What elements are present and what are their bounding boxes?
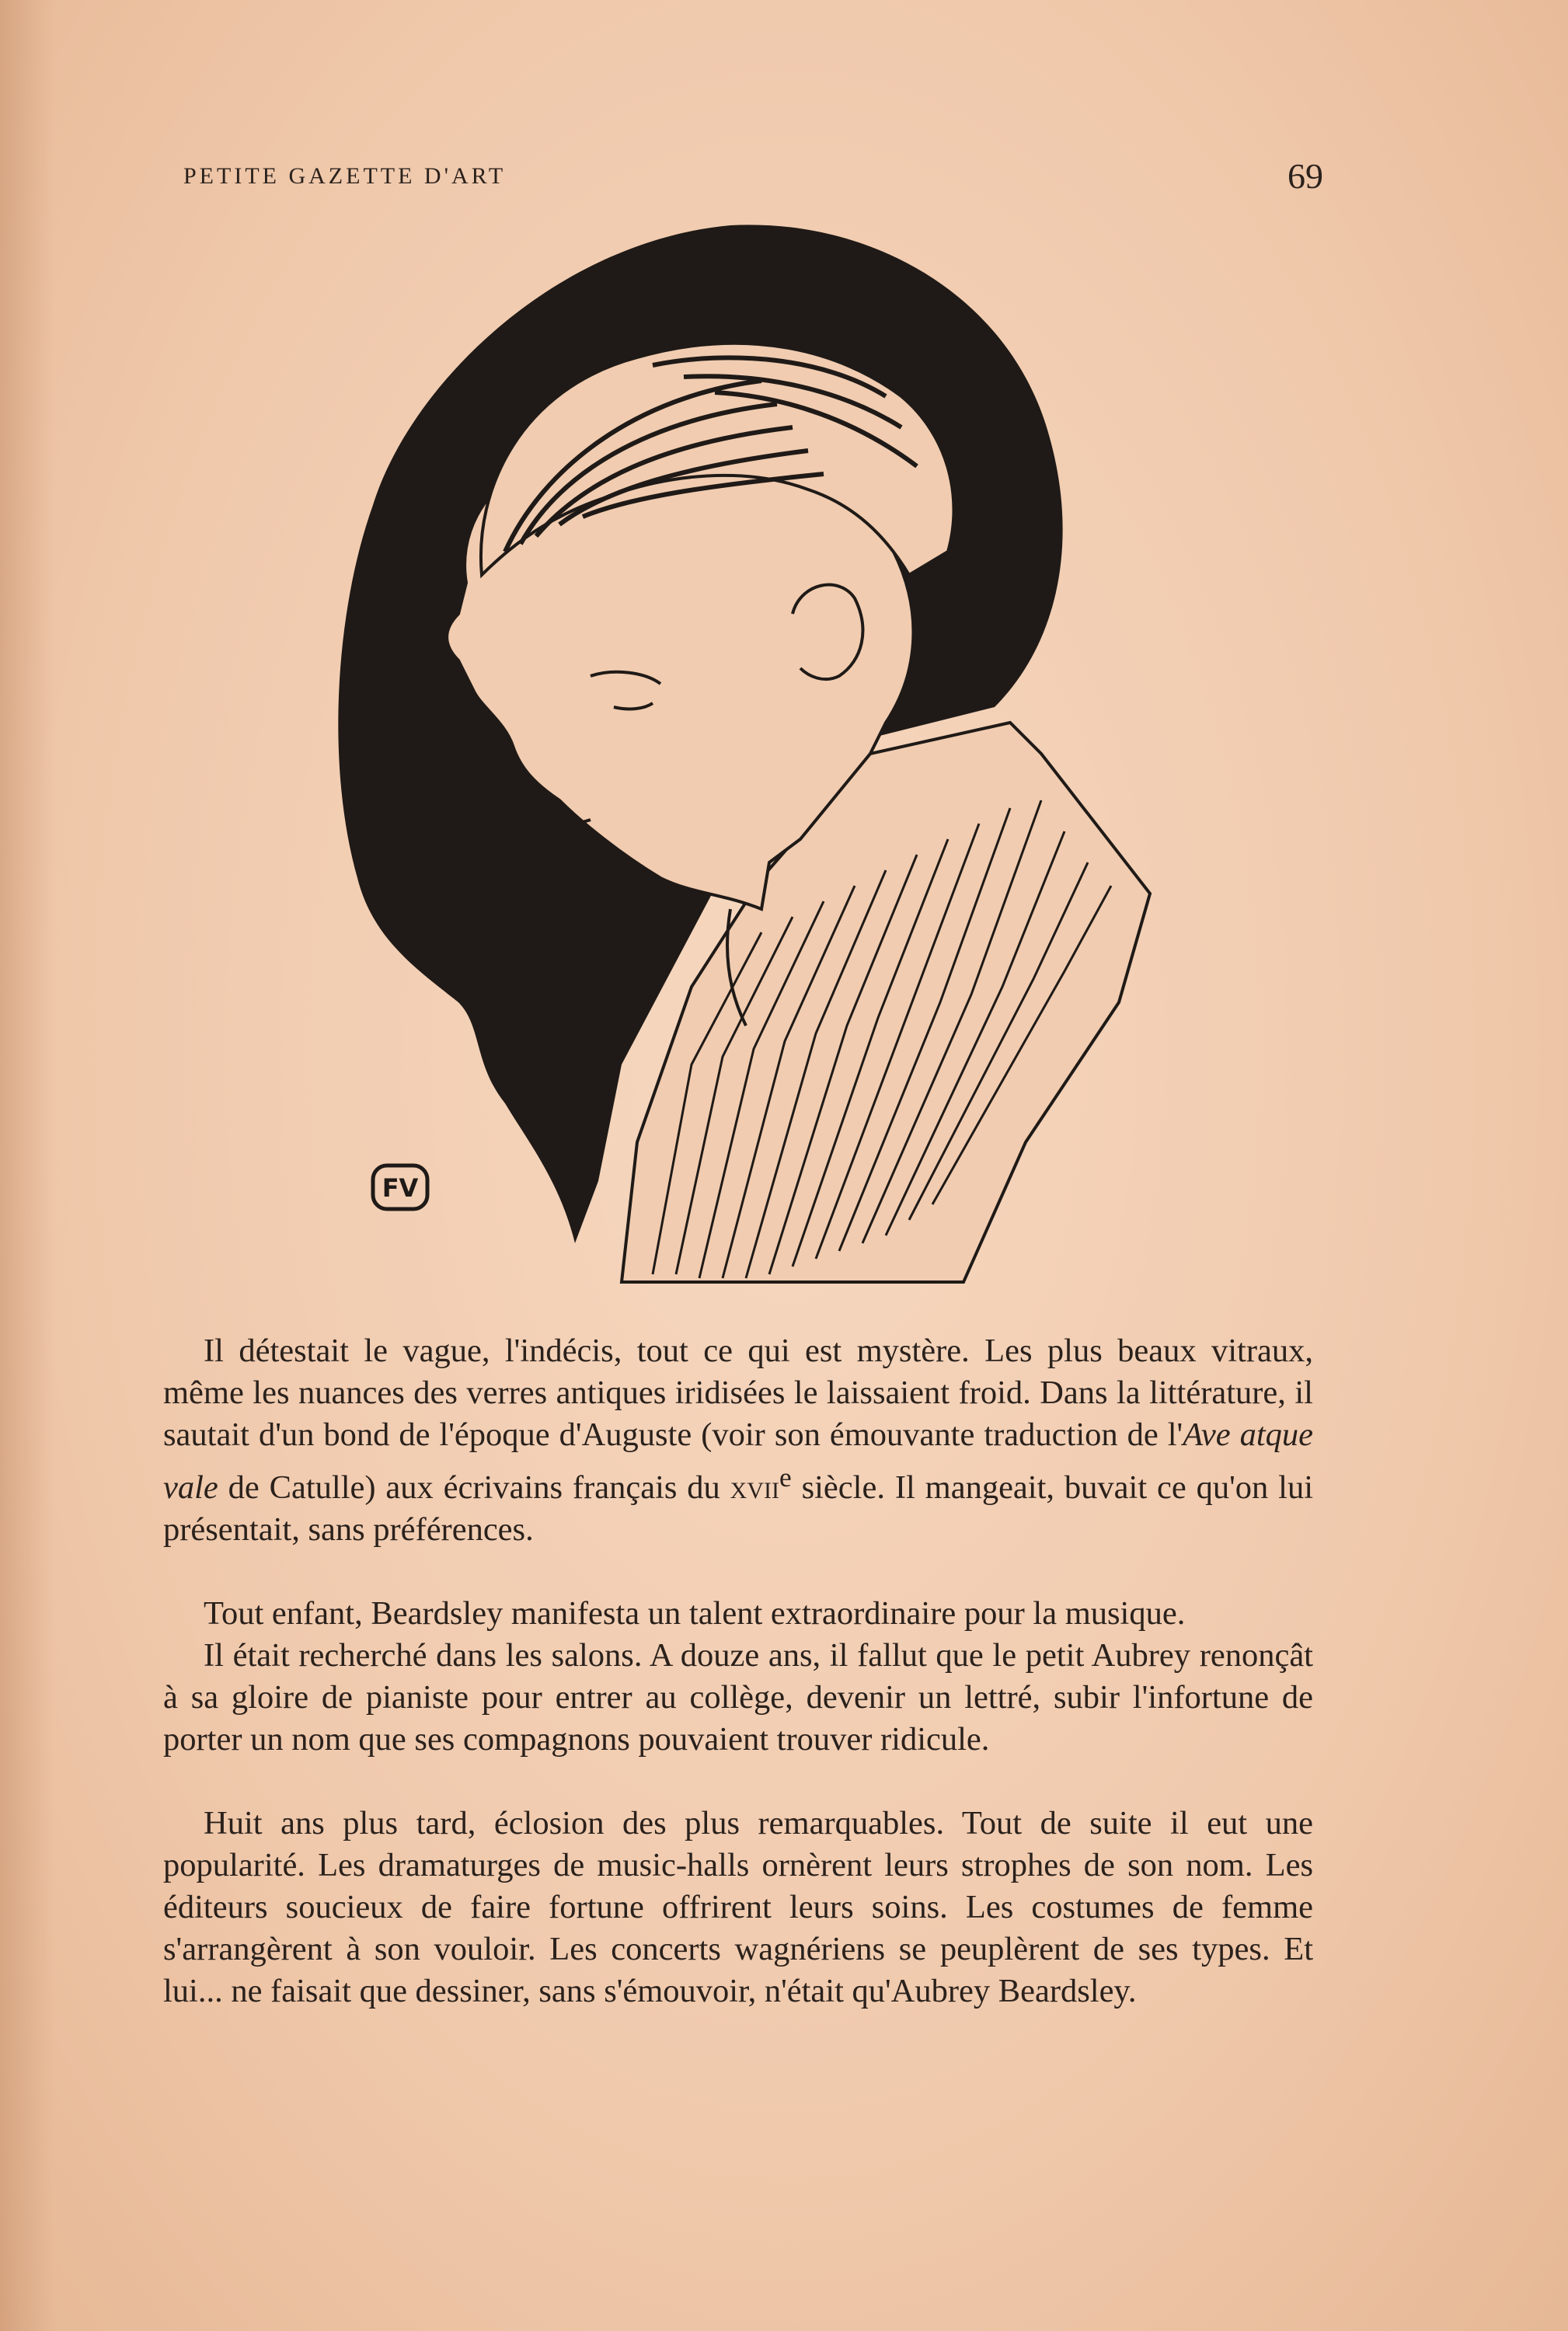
page-edge-shadow	[0, 0, 54, 2331]
century-suffix: e	[779, 1462, 792, 1493]
page-number: 69	[1288, 156, 1323, 196]
portrait-woodcut	[326, 210, 1181, 1313]
portrait-ear	[793, 585, 862, 680]
paragraph-3: Il était recherché dans les salons. A douze ans, il fallut que le petit Aubrey renonçât à sa gloire de pianiste pour entrer au collège, devenir un lettré, subir l'infortune de porter un nom que ses compagnons pouvaient trouver ridicule.	[163, 1637, 1313, 1758]
paragraph-1: Il détestait le vague, l'indécis, tout ce qui est mystère. Les plus beaux vitraux, même les nuances des verres antiques iridisées le laissaient froid. Dans la littérature, il sautait d'un bond de l'époque d'Auguste (voir son émouvante traduction de l'Ave atque vale de Catulle) aux écrivains français du xvii$^e$ siècle. Il mangeait, buvait ce qu'on lui présentait, sans préférences.	[163, 1333, 1313, 1549]
fv-monogram	[373, 1166, 427, 1209]
paragraph-4: Huit ans plus tard, éclosion des plus remarquables. Tout de suite il eut une popularité. Les dramaturges de music-halls ornèrent leurs strophes de son nom. Les éditeurs soucieux de faire fortune offrirent leurs soins. Les costumes de femme s'arrangèrent à son vouloir. Les concerts wagnériens se peuplèrent de ses types. Et lui... ne faisait que dessiner, sans s'émouvoir, n'était qu'Aubrey Beardsley.	[163, 1805, 1313, 2010]
italic-title: Ave atque vale	[163, 1416, 1313, 1507]
century-numeral: xvii	[730, 1469, 779, 1507]
paragraph-2: Tout enfant, Beardsley manifesta un talent extraordinaire pour la musique.	[204, 1595, 1186, 1632]
svg-text:FV: FV	[382, 1173, 419, 1203]
running-head: PETITE GAZETTE D'ART	[183, 163, 507, 189]
article-text	[163, 1330, 1313, 2012]
